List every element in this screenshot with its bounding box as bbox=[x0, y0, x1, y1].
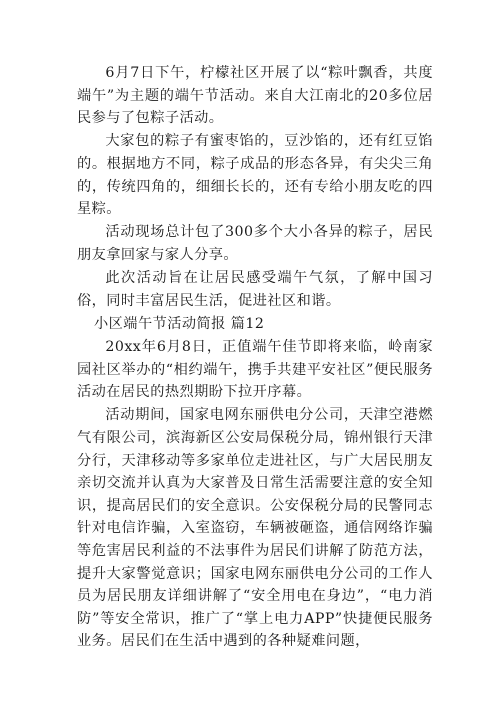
paragraph-section-intro: 20xx年6月8日，正值端午佳节即将来临，岭南家园社区举办的“相约端午，携手共建平安社区”便民服务活动在居民的热烈期盼下拉开序幕。 bbox=[77, 339, 433, 401]
paragraph-zongzi-types: 大家包的粽子有蜜枣馅的，豆沙馅的，还有红豆馅的。根据地方不同，粽子成品的形态各异，有尖尖三角的，传统四角的，细细长长的，还有专给小朋友吃的四星粽。 bbox=[77, 133, 433, 218]
document-body bbox=[77, 62, 433, 654]
paragraph-activity-intro: 6月7日下午，柠檬社区开展了以“粽叶飘香，共度端午”为主题的端午节活动。来自大江南北的20多位居民参与了包粽子活动。 bbox=[77, 65, 433, 127]
paragraph-zongzi-count: 活动现场总计包了300多个大小各异的粽子，居民朋友拿回家与家人分享。 bbox=[77, 224, 433, 263]
section-title: 小区端午节活动简报 篇12 bbox=[94, 315, 265, 332]
paragraph-section-details: 活动期间，国家电网东丽供电分公司，天津空港燃气有限公司，滨海新区公安局保税分局，锦州银行天津分行，天津移动等多家单位走进社区，与广大居民朋友亲切交流并认真为大家普及日常生活需要注意的安全知识，提高居民们的安全意识。公安保税分局的民警同志针对电信诈骗，入室盗窃，车辆被砸盗，通信网络诈骗等危害居民利益的不法事件为居民们讲解了防范方法，提升大家警觉意识；国家电网东丽供电分公司的工作人员为居民朋友详细讲解了“安全用电在身边”，“电力消防”等安全常识，推广了“掌上电力APP”快捷便民服务业务。居民们在生活中遇到的各种疑难问题， bbox=[77, 407, 433, 650]
paragraph-activity-purpose: 此次活动旨在让居民感受端午气氛，了解中国习俗，同时丰富居民生活，促进社区和谐。 bbox=[77, 270, 433, 309]
